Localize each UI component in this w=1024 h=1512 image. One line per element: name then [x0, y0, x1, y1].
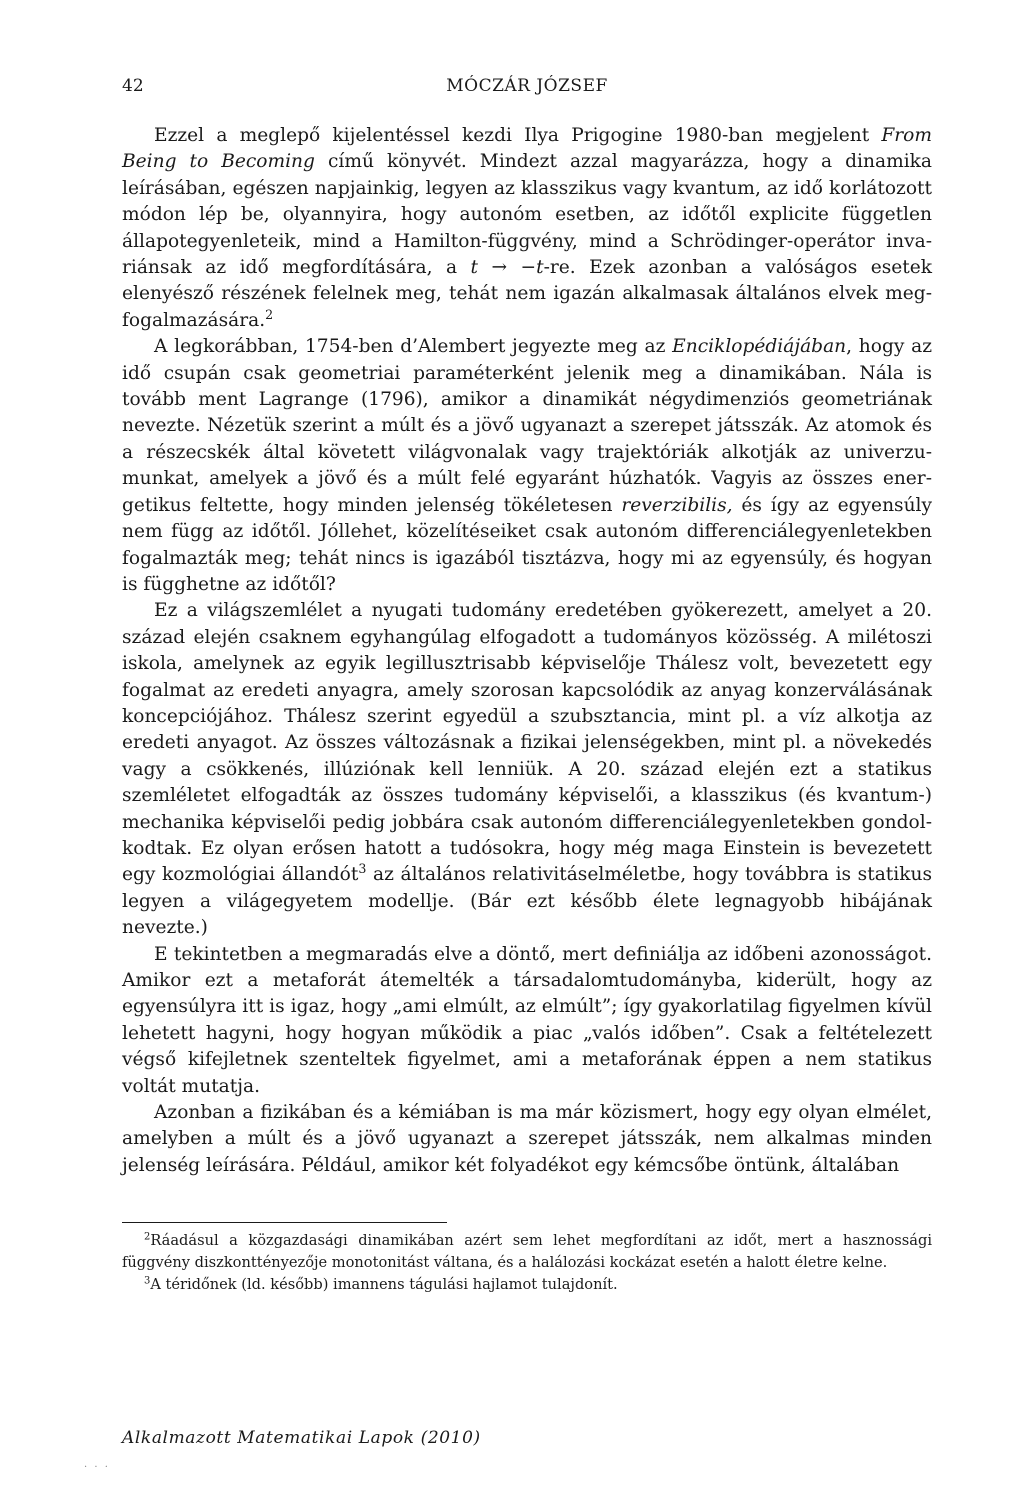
footnote-divider	[122, 1222, 447, 1223]
paragraph-1	[122, 123, 932, 334]
math-arrow: → −	[478, 257, 537, 279]
footnote-3	[122, 1274, 932, 1296]
text-run: A legkorábban, 1754-ben d’Alembert jegyezte meg az	[154, 336, 673, 358]
paragraph-4	[122, 942, 932, 1100]
body-text	[122, 123, 932, 1179]
text-run: című könyvét. Mindezt azzal magyarázza, hogy a dinamika leírásában, egészen napjainkig, legyen az klasszikus vagy kvantum, az idő korlátozott módon lép be, olyannyira, hogy autonóm esetben, az időtől explicite független állapotegyenleteik, mind a Hamilton-függvény, mind a Schrödinger-operátor invariánsak az idő megfordítására, a	[122, 151, 933, 279]
footnote-mark: 3	[144, 1275, 151, 1287]
page-number: 42	[122, 76, 144, 96]
text-run: az általános relativitáselméletbe, hogy továbbra is statikus legyen a világegyetem modellje. (Bár ezt később élete legnagyobb hibájának nevezte.)	[122, 864, 932, 939]
running-head-author: MÓCZÁR JÓZSEF	[446, 76, 608, 96]
text-run: és így az egyensúly nem függ az időtől. Jóllehet, közelítéseiket csak autonóm differenciálegyenletekben fogalmazták meg; tehát nincs is igazából tisztázva, hogy mi az egyensúly, és hogyan is függhetne az időtől?	[122, 494, 933, 595]
page-header	[122, 76, 932, 102]
paragraph-3	[122, 598, 932, 941]
paragraph-5	[122, 1100, 932, 1179]
text-run: Azonban a fizikában és a kémiában is ma már közismert, hogy egy olyan elmélet, amelyben a múlt és a jövő ugyanazt a szerepet játsszák, nem alkalmas minden jelenség leírására. Például, amikor két folyadékot egy kémcsőbe öntünk, általában	[122, 1102, 932, 1176]
text-run: -re. Ezek azonban a valóságos esetek elenyésző részének felelnek meg, tehát nem igazán alkalmasak általános elvek megfogalmazására.	[122, 257, 933, 331]
text-run: Ezzel a meglepő kijelentéssel kezdi Ilya Prigogine 1980-ban megjelent	[154, 125, 882, 146]
journal-footer: Alkalmazott Matematikai Lapok (2010)	[122, 1428, 481, 1448]
text-run: , hogy az idő csupán csak geometriai paraméterként jelenik meg a dinamikában. Nála is tovább ment Lagrange (1796), amikor a dinamikát négydimenziós geometriának nevezte. Nézetük szerint a múlt és a jövő ugyanazt a szerepet játsszák. Az atomok és a részecskék által követett világvonalak vagy trajektóriák alkotják az univerzumunkat, amelyek a jövő és a múlt felé egyaránt húzhatók. Vagyis az összes energetikus feltette, hogy minden jelenség tökéletesen	[122, 336, 932, 516]
footnotes	[122, 1230, 932, 1296]
footnote-ref-3[interactable]: 3	[358, 861, 367, 877]
book-title: From Being to Becoming	[122, 125, 932, 173]
text-run: Ez a világszemlélet a nyugati tudomány eredetében gyökerezett, amelyet a 20. század elején csaknem egyhangúlag elfogadott a tudományos közösség. A milétoszi iskola, amelynek az egyik legillusztrisabb képviselője Thálesz volt, bevezetett egy fogalmat az eredeti anyagra, amely szorosan kapcsolódik az anyag konzerválásának koncepciójához. Thálesz szerint egyedül a szubsztancia, mint pl. a víz alkotja az eredeti anyagot. Az összes változásnak a fizikai jelenségekben, mint pl. a növekedés vagy a csökkenés, illúziónak kell lenniük. A 20. század elején ezt a statikus szemléletet elfogadták az összes tudomány képviselői, a klasszikus (és kvantum-) mechanika képviselői pedig jobbára csak autonóm differenciálegyenletekben gondolkodtak. Ez olyan erősen hatott a tudósokra, hogy még maga Einstein is bevezetett egy kozmológiai állandót	[122, 600, 932, 886]
math-variable: t	[470, 257, 479, 279]
text-run: E tekintetben a megmaradás elve a döntő, mert definiálja az időbeni azonosságot. Amikor ezt a metaforát átemelték a társadalomtudományba, kiderült, hogy az egyensúlyra itt is igaz, hogy „ami elmúlt, az elmúlt”; így gyakorlatilag figyelmen kívül lehetett hagyni, hogy hogyan működik a piac „valós időben”. Csak a feltételezett végső kifejletnek szenteltek figyelmet, ami a metaforának éppen a nem statikus voltát mutatja.	[122, 943, 932, 1097]
scan-artifact: · · ·	[84, 1462, 110, 1473]
footnote-text: Ráadásul a közgazdasági dinamikában azért sem lehet megfordítani az időt, mert a hasznossági függvény diszkonttényezője monotonitást váltana, és a halálozási kockázat esetén a halott életre kelne.	[122, 1232, 932, 1271]
math-variable: t	[536, 257, 544, 279]
paragraph-2	[122, 334, 932, 598]
emphasis: reverzibilis,	[621, 494, 733, 516]
footnote-ref-2[interactable]: 2	[265, 306, 274, 322]
footnote-mark: 2	[144, 1231, 151, 1243]
emphasis: Enciklopédiájában	[672, 336, 847, 358]
footnote-text: A téridőnek (ld. később) imannens tágulási hajlamot tulajdonít.	[150, 1276, 618, 1293]
footnote-2	[122, 1230, 932, 1274]
